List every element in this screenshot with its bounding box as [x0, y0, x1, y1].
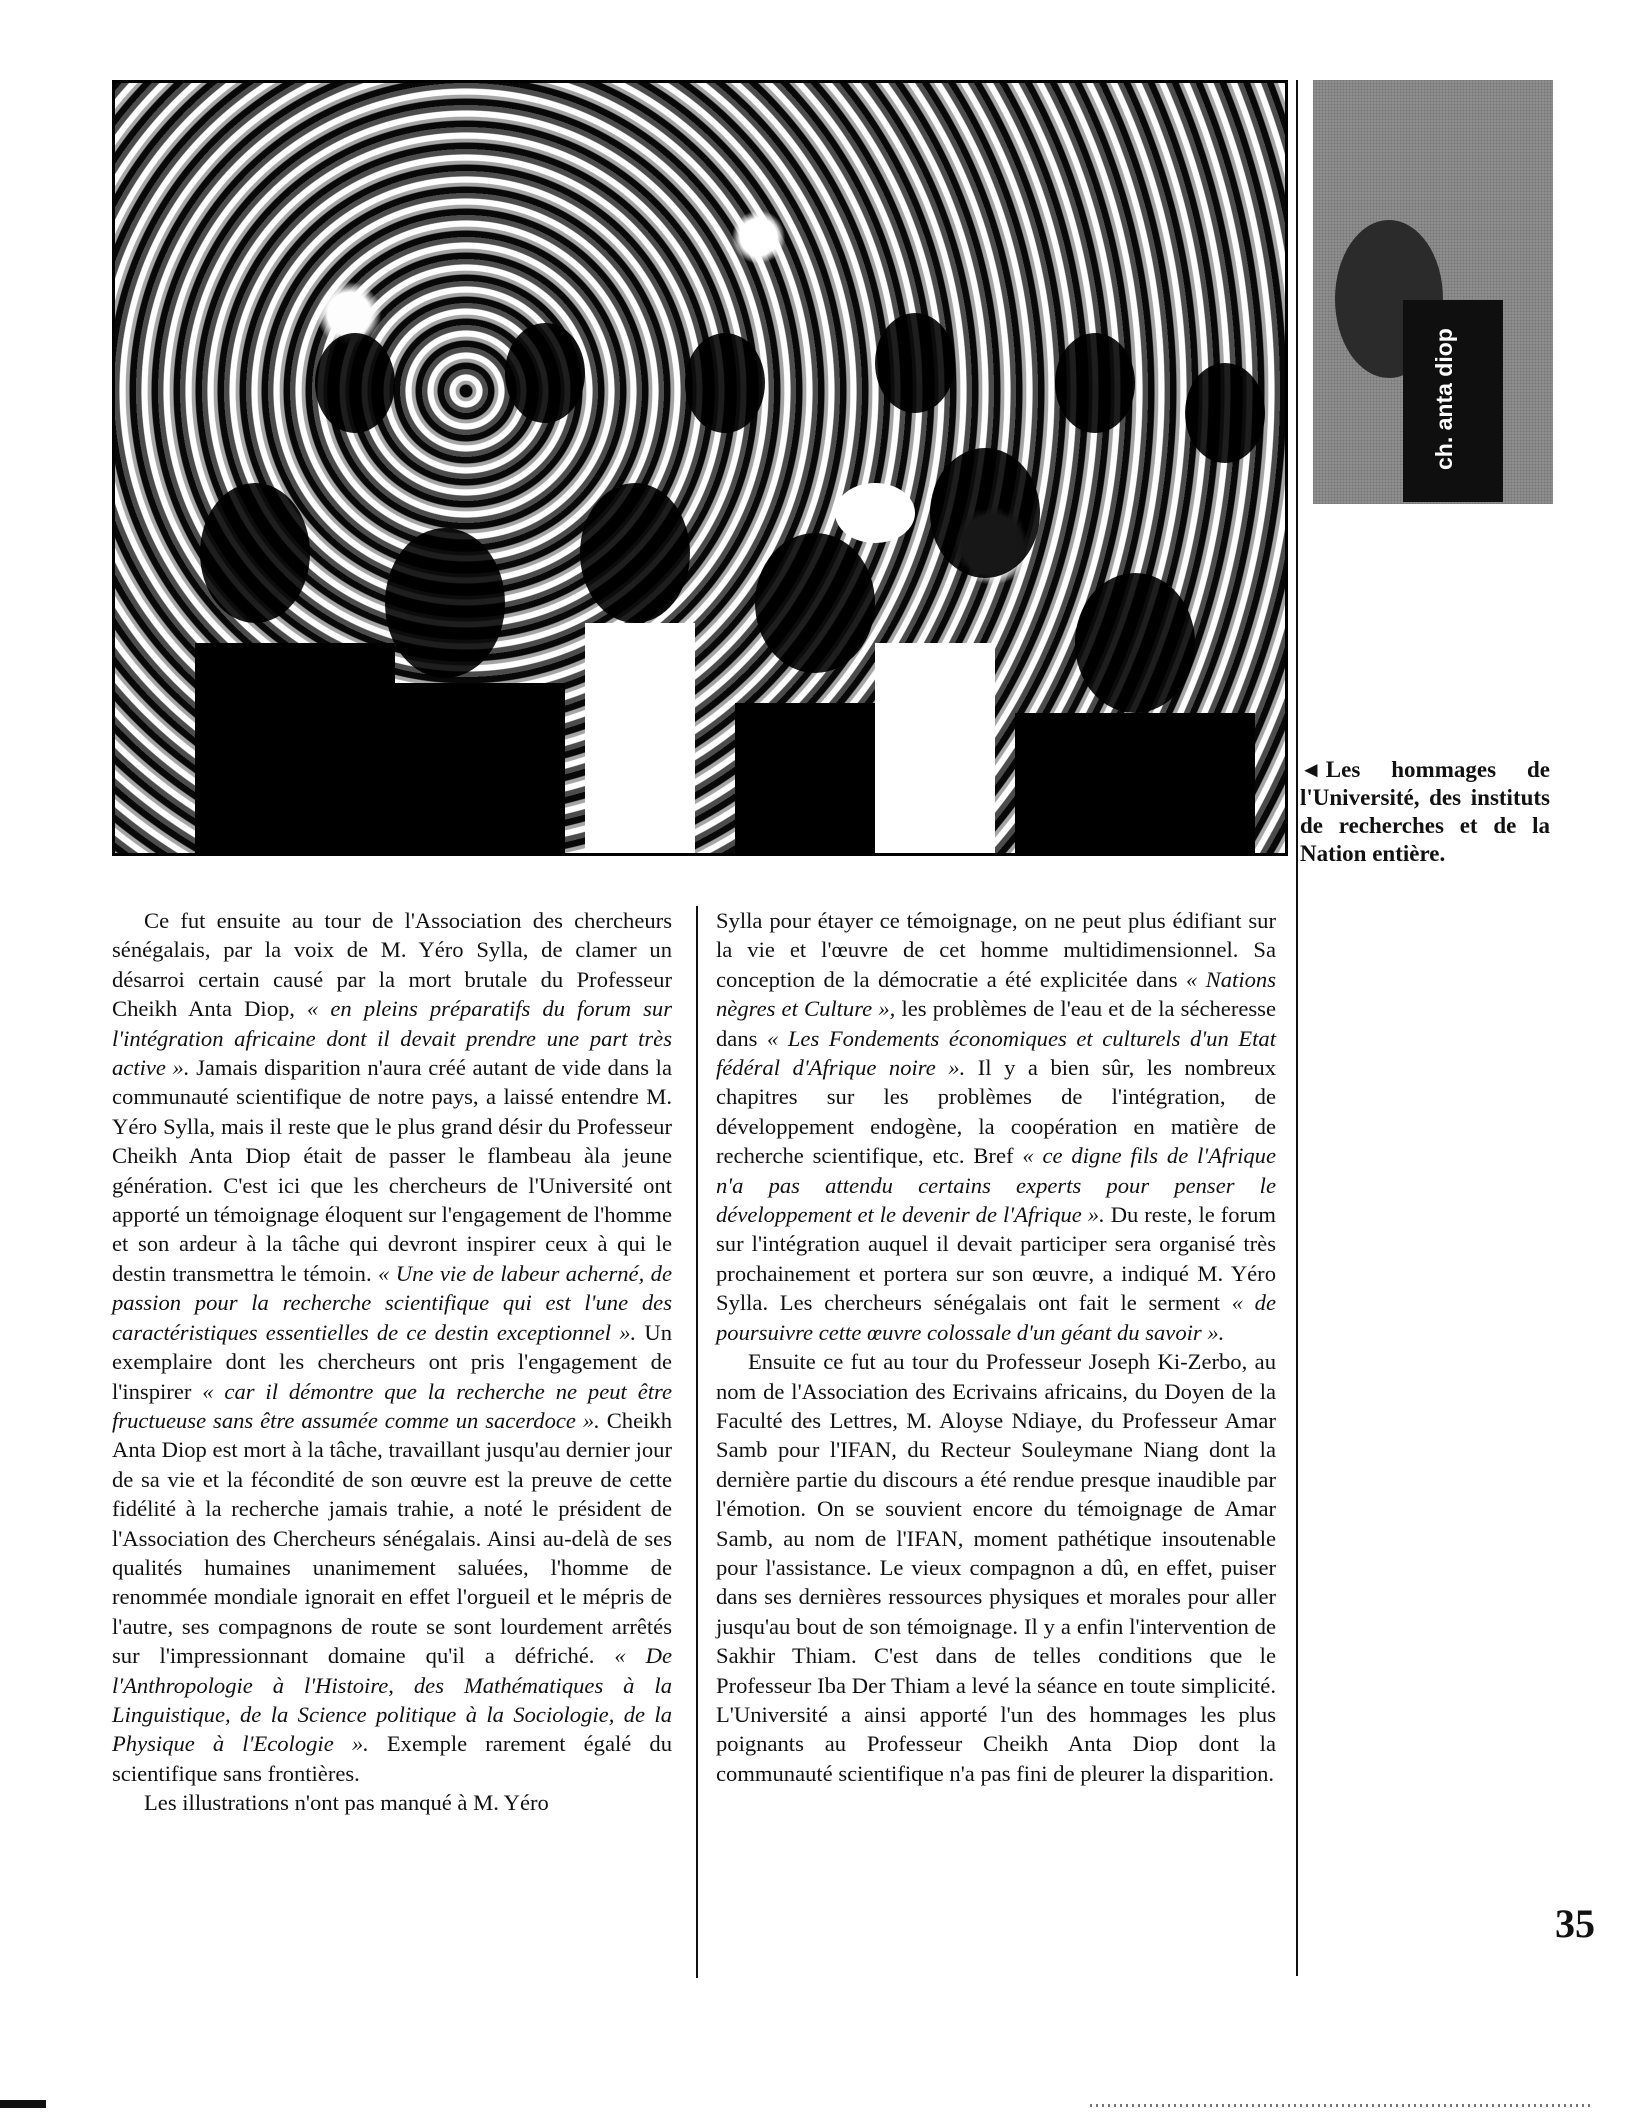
text-run: Cheikh Anta Diop est mort à la tâche, travaillant jusqu'au dernier jour de sa vie et la fécondité de son œuvre est la preuve de cette fidélité à la recherche jamais trahie, a noté le président de l'Association des Chercheurs sénégalais. Ainsi au-delà de ses qualités humaines unanimement saluées, l'homme de renommée mondiale ignorait en effet l'orgueil et le mépris de l'autre, ses compagnons de route se sont lourdement arrêtés sur l'impressionnant domaine qu'il a défriché. — [112, 1407, 672, 1669]
text-run: Exemple rarement égalé du scientifique sans frontières. — [112, 1731, 672, 1786]
quote: « ce digne fils de l'Afrique n'a pas attendu certains experts pour penser le développement et le devenir de l'Afrique ». — [716, 1143, 1276, 1228]
quote: « car il démontre que la recherche ne peut être fructueuse sans être assumée comme un sacerdoce ». — [112, 1378, 672, 1433]
paragraph: Ensuite ce fut au tour du Professeur Joseph Ki-Zerbo, au nom de l'Association des Ecrivains africains, du Doyen de la Faculté des Lettres, M. Aloyse Ndiaye, du Professeur Amar Samb pour l'IFAN, du Recteur Souleymane Niang dont la dernière partie du discours a été rendue presque inaudible par l'émotion. On se souvient encore du témoignage de Amar Samb, au nom de l'IFAN, moment pathétique insoutenable pour l'assistance. Le vieux compagnon a dû, en effet, puiser dans ses dernières ressources physiques et morales pour aller jusqu'au bout de son témoignage. Il y a enfin l'intervention de Sakhir Thiam. C'est dans de telles conditions que le Professeur Iba Der Thiam a levé la séance en toute simplicité. L'Université a ainsi apporté l'un des hommages les plus poignants au Professeur Cheikh Anta Diop dont la communauté scientifique n'a pas fini de pleurer la disparition. — [716, 1349, 1276, 1786]
paragraph — [112, 906, 672, 1788]
text-run: Il y a bien sûr, les nombreux chapitres sur les problèmes de l'intégration, de développement endogène, la coopération en matière de recherche scientifique, etc. Bref — [716, 1055, 1276, 1169]
footer-dots — [1090, 2104, 1590, 2107]
quote: « Les Fondements économiques et culturels d'un Etat fédéral d'Afrique noire ». — [716, 1025, 1276, 1081]
column-rule-middle — [696, 906, 698, 1978]
text-run: Un exemplaire dont les chercheurs ont pris l'engagement de l'inspirer — [112, 1319, 672, 1404]
text-run: Jamais disparition n'aura créé autant de vide dans la communauté scientifique de notre pays, a laissé entendre M. Yéro Sylla, mais il reste que le plus grand désir du Professeur Cheikh Anta Diop était de passer le flambeau àla jeune génération. C'est ici que les chercheurs de l'Université ont apporté un témoignage éloquent sur l'engagement de l'homme et son ardeur à la tâche qui devront inspirer ceux à qui le destin transmettra le témoin. — [112, 1055, 672, 1286]
section-tag-box — [1313, 80, 1553, 504]
audience-photo — [112, 80, 1288, 856]
quote: « de poursuivre cette œuvre colossale d'un géant du savoir ». — [716, 1290, 1276, 1345]
article-column-2 — [716, 906, 1276, 1788]
footer-mark — [0, 2100, 46, 2108]
quote: « en pleins préparatifs du forum sur l'intégration africaine dont il devait prendre une part très active ». — [112, 996, 672, 1081]
page-number: 35 — [1555, 1901, 1595, 1946]
quote: « Nations nègres et Culture », — [716, 966, 1276, 1022]
photo-caption — [1300, 756, 1550, 868]
section-tag-label: ch. anta diop — [1431, 328, 1457, 470]
quote: « Une vie de labeur acherné, de passion pour la recherche scientifique qui est l'une des caractéristiques essentielles de ce destin exceptionnel ». — [112, 1260, 672, 1345]
text-run: les problèmes de l'eau et de la sécheresse dans — [716, 996, 1276, 1051]
text-run: Du reste, le forum sur l'intégration auquel il devait participer sera organisé très prochainement et portera sur son œuvre, a indiqué M. Yéro Sylla. Les chercheurs sénégalais ont fait le serment — [716, 1202, 1276, 1316]
caption-arrow-icon: ◄ — [1300, 757, 1322, 782]
quote: « De l'Anthropologie à l'Histoire, des Mathématiques à la Linguistique, de la Science politique à la Sociologie, de la Physique à l'Ecologie ». — [112, 1643, 672, 1757]
column-rule-right — [1296, 80, 1298, 1976]
text-run: Sylla pour étayer ce témoignage, on ne peut plus édifiant sur la vie et l'œuvre de cet homme multidimensionnel. Sa conception de la démocratie a été explicitée dans — [716, 908, 1276, 992]
text-run: Ce fut ensuite au tour de l'Association des chercheurs sénégalais, par la voix de M. Yéro Sylla, de clamer un désarroi certain causé par la mort brutale du Professeur Cheikh Anta Diop, — [112, 908, 672, 1022]
paragraph: Les illustrations n'ont pas manqué à M. Yéro — [144, 1790, 549, 1816]
paragraph — [716, 906, 1276, 1347]
article-column-1 — [112, 906, 672, 1818]
caption-text: Les hommages de l'Université, des instituts de recherches et de la Nation entière. — [1300, 757, 1550, 866]
